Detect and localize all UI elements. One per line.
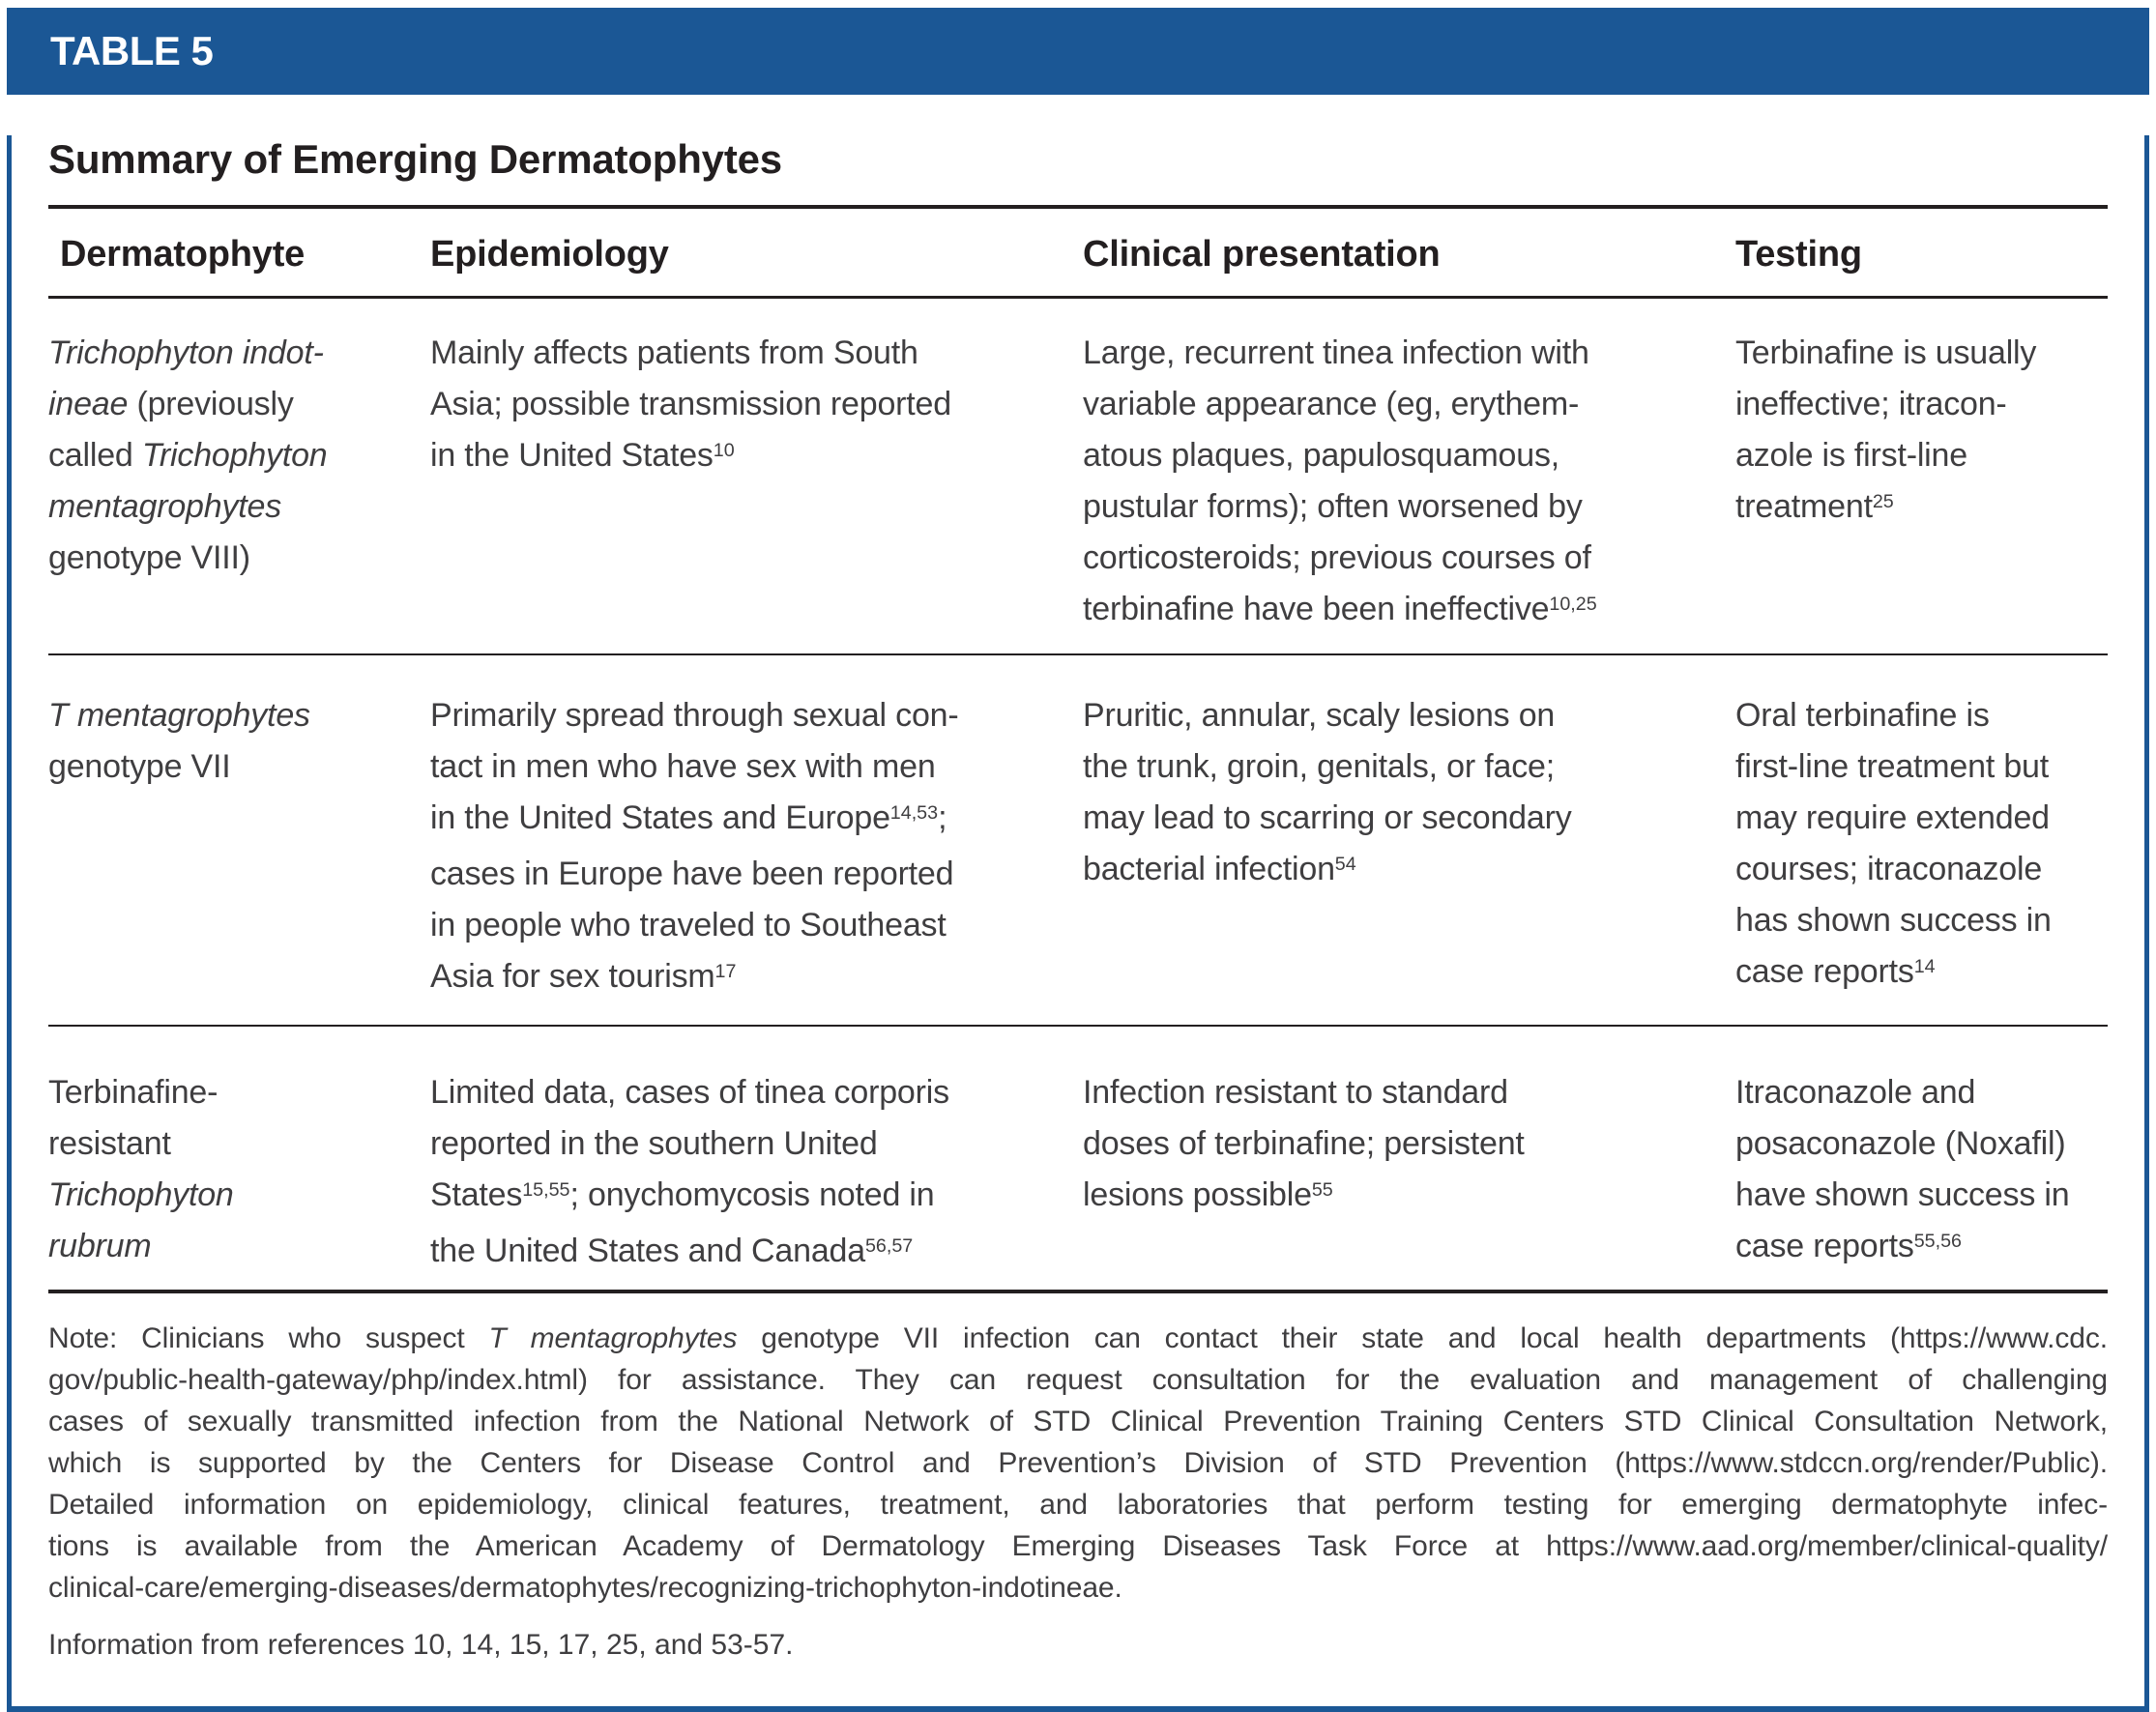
cell-epidemiology: Limited data, cases of tinea corporis reported in the southern United States$^{15,55}$; onychomycosis noted in the United States and Canada$^{56,57}$ (430, 1074, 949, 1269)
table-title: Summary of Emerging Dermatophytes (48, 136, 782, 182)
cell-dermatophyte: Trichophyton indot- ineae (previously called Trichophyton mentagrophytes genotype VIII) (48, 334, 328, 576)
cell-epidemiology: Primarily spread through sexual con- tact in men who have sex with men in the United States and Europe$^{14,53}$; cases in Europe have been reported in people who traveled to Southeast Asia for sex tourism$^{17}$ (430, 697, 959, 995)
table-row (48, 299, 2108, 655)
column-header-clinical-presentation: Clinical presentation (1083, 234, 1441, 275)
cell-testing: Terbinafine is usually ineffective; itracon- azole is first-line treatment$^{25}$ (1735, 334, 2037, 525)
column-header-dermatophyte: Dermatophyte (60, 234, 306, 275)
source-line: Information from references 10, 14, 15, 17, 25, and 53-57. (48, 1629, 794, 1661)
column-header-row (48, 209, 2108, 296)
cell-dermatophyte: T mentagrophytes genotype VII (48, 697, 310, 785)
table-number-label: TABLE 5 (50, 28, 214, 73)
column-header-testing: Testing (1735, 234, 1862, 275)
cell-clinical-presentation: Pruritic, annular, scaly lesions on the trunk, groin, genitals, or face; may lead to scarring or secondary bacterial infection$^{54}$ (1083, 697, 1572, 887)
cell-testing: Itraconazole and posaconazole (Noxafil) have shown success in case reports$^{55,56}$ (1735, 1074, 2070, 1264)
table-row (48, 1027, 2108, 1293)
cell-clinical-presentation: Large, recurrent tinea infection with variable appearance (eg, erythem- atous plaques, papulosquamous, pustular forms); often worsened by corticosteroids; previous courses of terbinafine have been ineffective$^{10,25}$ (1083, 334, 1597, 627)
cell-clinical-presentation: Infection resistant to standard doses of terbinafine; persistent lesions possible$^{55}$ (1083, 1074, 1525, 1213)
table-row (48, 655, 2108, 1027)
table-figure (7, 8, 2149, 1671)
table-content (7, 135, 2149, 1712)
cell-dermatophyte: Terbinafine- resistant Trichophyton rubrum (48, 1074, 234, 1264)
cell-testing: Oral terbinafine is first-line treatment but may require extended courses; itraconazole has shown success in case reports$^{14}$ (1735, 697, 2052, 990)
column-header-epidemiology: Epidemiology (430, 234, 669, 275)
table-number-bar (7, 8, 2149, 95)
cell-epidemiology: Mainly affects patients from South Asia; possible transmission reported in the United States$^{10}$ (430, 334, 951, 474)
table-note: Note: Clinicians who suspect T mentagrophytes genotype VII infection can contact their state and local health departments (https://www.cdc. gov/public-health-gateway/php/index.html) for assistance. They can request consultation for the evaluation and management of challenging cases of sexually transmitted infection from the National Network of STD Clinical Prevention Training Centers STD Clinical Consultation Network, which is supported by the Centers for Disease Control and Prevention’s Division of STD Prevention (https://www.stdccn.org/render/Public). Detailed information on epidemiology, clinical features, treatment, and laboratories that perform testing for emerging dermatophyte infec- tions is available from the American Academy of Dermatology Emerging Diseases Task Force at https://www.aad.org/member/clinical-quality/ clinical-care/emerging-diseases/dermatophytes/recognizing-trichophyton-indotineae. (48, 1322, 2108, 1604)
